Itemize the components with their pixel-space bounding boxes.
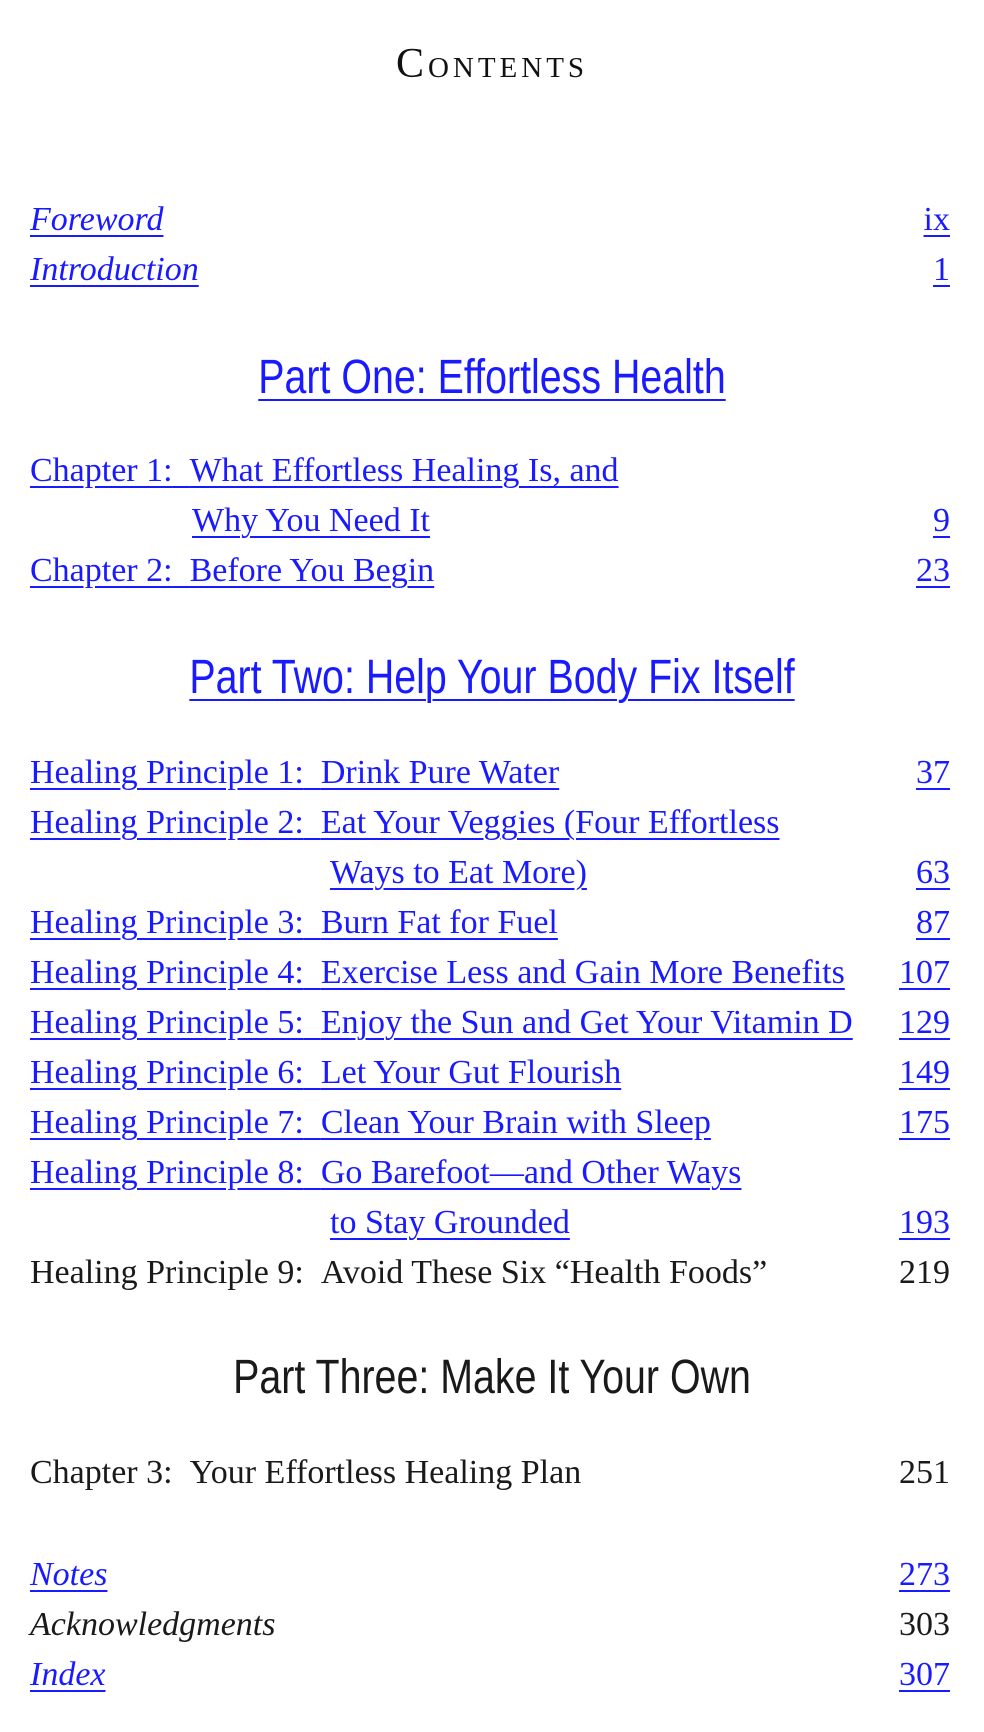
toc-entry-label[interactable]: Index — [30, 1656, 106, 1693]
toc-entry-principle-4[interactable] — [30, 950, 950, 996]
toc-entry-label[interactable] — [30, 448, 619, 494]
toc-entry-label[interactable] — [30, 750, 559, 796]
toc-entry-title: Drink Pure Water — [320, 754, 560, 791]
toc-entry-title: Eat Your Veggies (Four Effortless — [320, 804, 780, 841]
page-title: Contents — [395, 41, 589, 87]
toc-entry-prefix: Healing Principle 5: — [30, 1004, 304, 1041]
toc-entry-principle-1[interactable] — [30, 750, 950, 796]
toc-entry-introduction[interactable] — [30, 247, 950, 293]
toc-entry-label[interactable]: Introduction — [30, 251, 199, 288]
toc-entry-acknowledgments — [30, 1602, 950, 1648]
toc-entry-page[interactable]: 307 — [899, 1656, 950, 1693]
toc-entry-title: Your Effortless Healing Plan — [189, 1454, 582, 1491]
toc-entry-page[interactable]: 175 — [899, 1104, 950, 1141]
toc-entry-title: Let Your Gut Flourish — [320, 1054, 622, 1091]
toc-entry-notes[interactable] — [30, 1552, 950, 1598]
toc-entry-prefix: Healing Principle 1: — [30, 754, 304, 791]
toc-entry-principle-7[interactable] — [30, 1100, 950, 1146]
toc-entry-title: Exercise Less and Gain More Benefits — [320, 954, 845, 991]
toc-entry-title: Enjoy the Sun and Get Your Vitamin D — [320, 1004, 853, 1041]
toc-entry-prefix: Healing Principle 6: — [30, 1054, 304, 1091]
toc-entry-chapter-1[interactable] — [30, 448, 950, 494]
toc-entry-label: Acknowledgments — [30, 1606, 276, 1643]
toc-entry-page[interactable]: 23 — [916, 552, 950, 589]
toc-entry-page[interactable]: 129 — [899, 1004, 950, 1041]
toc-entry-principle-5[interactable] — [30, 1000, 950, 1046]
toc-entry-title: Before You Begin — [189, 552, 435, 589]
toc-entry-label[interactable] — [30, 1100, 711, 1146]
toc-entry-index[interactable] — [30, 1652, 950, 1698]
toc-entry-label[interactable]: Foreword — [30, 201, 164, 238]
toc-entry-page[interactable]: 193 — [899, 1204, 950, 1241]
toc-entry-label[interactable] — [30, 900, 558, 946]
toc-entry-principle-8[interactable] — [30, 1150, 950, 1196]
toc-entry-label[interactable] — [30, 1050, 621, 1096]
toc-entry-label — [30, 1450, 581, 1496]
part-two-heading[interactable]: Part Two: Help Your Body Fix Itself — [189, 651, 795, 704]
toc-entry-continuation[interactable]: Why You Need It — [192, 502, 430, 539]
toc-entry-page[interactable]: 87 — [916, 904, 950, 941]
toc-entry-page: 303 — [899, 1606, 950, 1643]
toc-entry-principle-6[interactable] — [30, 1050, 950, 1096]
toc-entry-foreword[interactable] — [30, 197, 950, 243]
toc-entry-label[interactable] — [30, 1000, 853, 1046]
toc-entry-page[interactable]: 1 — [933, 251, 950, 288]
toc-entry-chapter-1-cont[interactable] — [30, 498, 950, 544]
toc-entry-prefix: Healing Principle 9: — [30, 1254, 304, 1291]
toc-entry-principle-9 — [30, 1250, 950, 1296]
toc-entry-continuation[interactable]: Ways to Eat More) — [330, 854, 587, 891]
toc-entry-principle-2-cont[interactable] — [30, 850, 950, 896]
toc-entry-page[interactable]: ix — [923, 201, 950, 238]
toc-entry-page: 251 — [899, 1454, 950, 1491]
toc-entry-label[interactable] — [30, 800, 780, 846]
toc-entry-principle-2[interactable] — [30, 800, 950, 846]
toc-entry-page[interactable]: 273 — [899, 1556, 950, 1593]
toc-entry-prefix: Chapter 1: — [30, 452, 173, 489]
toc-entry-page[interactable]: 63 — [916, 854, 950, 891]
toc-entry-page: 219 — [899, 1254, 950, 1291]
toc-entry-label[interactable] — [30, 548, 434, 594]
toc-entry-prefix: Healing Principle 2: — [30, 804, 304, 841]
toc-entry-label[interactable] — [30, 1150, 741, 1196]
toc-entry-label[interactable]: Notes — [30, 1556, 108, 1593]
toc-entry-page[interactable]: 107 — [899, 954, 950, 991]
toc-entry-chapter-3 — [30, 1450, 950, 1496]
toc-entry-prefix: Healing Principle 8: — [30, 1154, 304, 1191]
toc-entry-continuation[interactable]: to Stay Grounded — [330, 1204, 570, 1241]
toc-entry-principle-8-cont[interactable] — [30, 1200, 950, 1246]
toc-entry-principle-3[interactable] — [30, 900, 950, 946]
toc-entry-title: Burn Fat for Fuel — [320, 904, 558, 941]
toc-entry-title: Avoid These Six “Health Foods” — [320, 1254, 768, 1291]
toc-entry-prefix: Chapter 3: — [30, 1454, 173, 1491]
toc-entry-chapter-2[interactable] — [30, 548, 950, 594]
part-one-heading[interactable]: Part One: Effortless Health — [258, 351, 726, 404]
toc-entry-title: Go Barefoot—and Other Ways — [320, 1154, 742, 1191]
toc-entry-label — [30, 1250, 767, 1296]
toc-entry-title: What Effortless Healing Is, and — [189, 452, 619, 489]
toc-entry-prefix: Healing Principle 7: — [30, 1104, 304, 1141]
toc-entry-label[interactable] — [30, 950, 845, 996]
part-three-heading: Part Three: Make It Your Own — [233, 1351, 751, 1404]
toc-entry-prefix: Healing Principle 3: — [30, 904, 304, 941]
toc-entry-prefix: Healing Principle 4: — [30, 954, 304, 991]
toc-entry-page[interactable]: 37 — [916, 754, 950, 791]
toc-entry-page[interactable]: 9 — [933, 502, 950, 539]
toc-entry-title: Clean Your Brain with Sleep — [320, 1104, 711, 1141]
toc-entry-prefix: Chapter 2: — [30, 552, 173, 589]
toc-entry-page[interactable]: 149 — [899, 1054, 950, 1091]
